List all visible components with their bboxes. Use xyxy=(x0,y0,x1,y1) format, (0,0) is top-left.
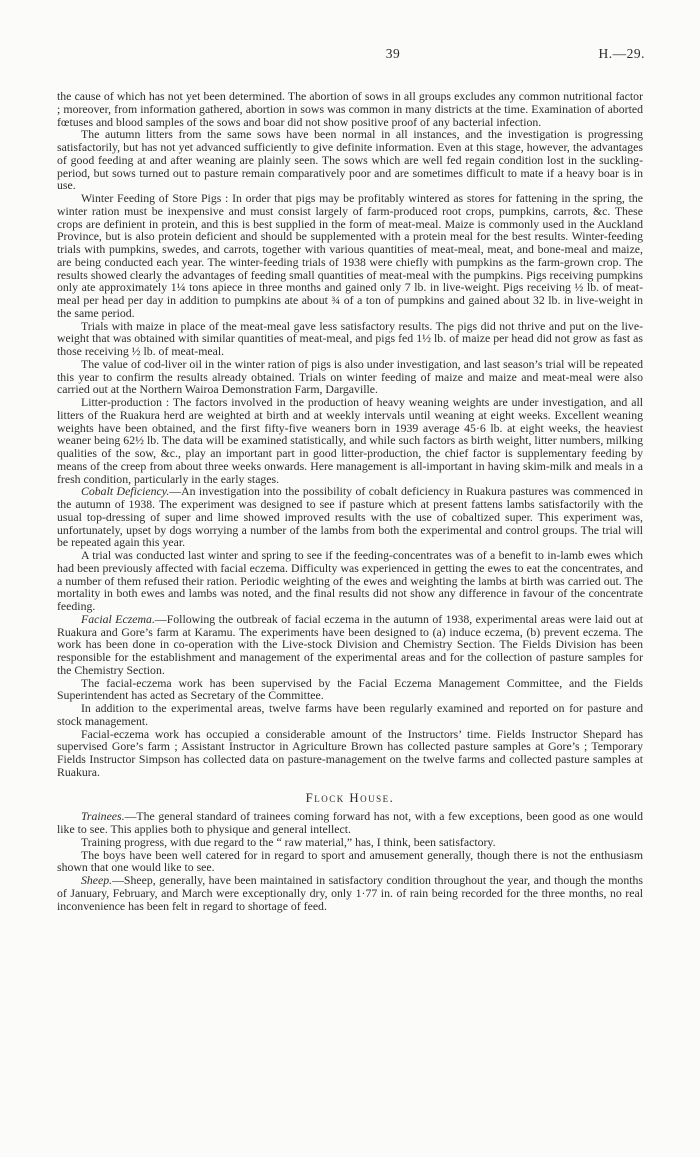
paragraph: A trial was conducted last winter and spring to see if the feeding-concentrates was of a benefit to in-lamb ewes which had been previously affected with facial eczema. Difficulty was experienced in getting the ewes to eat the concentrates, and a number of them refused their ration. Periodic weighting of the ewes and weighting the lambs at birth was carried out. The mortality in both ewes and lambs was noted, and the final results did not show any difference in favour of the concentrate feeding. xyxy=(57,548,643,613)
paragraph: Cobalt Deficiency.—An investigation into the possibility of cobalt deficiency in Ruakura pastures was commenced in the autumn of 1938. The experiment was designed to see if pasture which at present fattens lambs satisfactorily with the usual top-dressing of super and lime showed improved results with the use of cobaltized super. This experiment was, unfortunately, upset by dogs worrying a number of the lambs from both the experimental and control groups. The trial will be repeated again this year. xyxy=(57,484,644,550)
paragraph-lead-italic: Trainees. xyxy=(81,809,125,824)
document-body xyxy=(57,90,643,912)
section-heading: Flock House. xyxy=(305,790,395,805)
paragraph: Trainees.—The general standard of trainees coming forward has not, with a few exceptions, been good as one would like to see. This applies both to physique and general intellect. xyxy=(57,809,643,836)
document-reference: H.—29. xyxy=(598,46,645,61)
paragraph: The value of cod-liver oil in the winter ration of pigs is also under investigation, and last season’s trial will be repeated this year to confirm the results already obtained. Trials on winter feeding of maize and maize and meat-meal were also carried out at the Northern Wairoa Demonstration Farm, Dargaville. xyxy=(57,356,643,397)
paragraph: In addition to the experimental areas, twelve farms have been regularly examined and reported on for pasture and stock management. xyxy=(57,701,643,728)
page-number: 39 xyxy=(385,46,401,61)
paragraph: The autumn litters from the same sows have been normal in all instances, and the investigation is progressing satisfactorily, but has not yet advanced sufficiently to give definite information. Even at this stage, however, the advantages of good feeding at and after weaning are plainly seen. The sows which are well fed regain condition lost in the suckling-period, but sows turned out to pasture remain comparatively poor and are sometimes difficult to mate if a heavy boar is in use. xyxy=(57,127,643,193)
paragraph: Trials with maize in place of the meat-meal gave less satisfactory results. The pigs did not thrive and put on the live-weight that was obtained with similar quantities of meat-meal, and pigs fed 1½ lb. of maize per head did not grow as fast as those receiving ½ lb. of meat-meal. xyxy=(57,318,643,358)
paragraph-lead-italic: Cobalt Deficiency. xyxy=(81,484,170,499)
paragraph: The boys have been well catered for in regard to sport and amusement generally, though there is not the enthusiasm shown that one would like to see. xyxy=(57,847,643,875)
paragraph: Facial-eczema work has occupied a considerable amount of the Instructors’ time. Fields Instructor Shepard has supervised Gore’s farm ; Assistant Instructor in Agriculture Brown has collected pasture samples at Gore’s ; Temporary Fields Instructor Simpson has collected data on pasture-management on the twelve farms and collected pasture samples at Ruakura. xyxy=(57,726,643,779)
paragraph: Litter-production : The factors involved in the production of heavy weaning weights are under investigation, and all litters of the Ruakura herd are weighted at birth and at weekly intervals until weaning at eight weeks. Excellent weaning weights have been obtained, and the first fifty-five weaners born in 1939 average 45·6 lb. at eight weeks, the heaviest weaner being 62½ lb. The data will be examined statistically, and while such factors as birth weight, litter numbers, milking qualities of the sow, &c., play an important part in good litter-production, the chief factor is supplementary feeding by means of the creep from about three weeks onwards. Here management is all-important in having skim-milk and meals in a fresh condition, particularly in the early stages. xyxy=(57,395,643,486)
paragraph: Sheep.—Sheep, generally, have been maintained in satisfactory condition throughout the year, and though the months of January, February, and March were exceptionally dry, only 1·77 in. of rain being recorded for the three months, no real inconvenience has been felt in regard to shortage of feed. xyxy=(57,873,643,913)
paragraph-lead-italic: Facial Eczema. xyxy=(81,611,155,626)
paragraph: the cause of which has not yet been determined. The abortion of sows in all groups excludes any common nutritional factor ; moreover, from information gathered, abortion in sows was common in many districts at the time. Examination of aborted fœtuses and blood samples of the sows and boar did not show positive proof of any bacterial infection. xyxy=(57,89,643,129)
paragraph: Training progress, with due regard to the “ raw material,” has, I think, been satisfactory. xyxy=(81,834,496,849)
paragraph: Winter Feeding of Store Pigs : In order that pigs may be profitably wintered as stores for fattening in the spring, the winter ration must be inexpensive and must consist largely of farm-produced root crops, pumpkins, carrots, &c. These crops are definient in protein, and this is best supplied in the form of meat-meal. Maize is commonly used in the Auckland Province, but is also protein deficient and should be supplemented with a protein meal for the best results. Winter-feeding trials with pumpkins, swedes, and carrots, together with various quantities of meat-meal, meat, and bone-meal and maize, are being conducted each year. The winter-feeding trials of 1938 were chiefly with pumpkins as the farm-grown crop. The results showed clearly the advantages of feeding small quantities of meat-meal with the pumpkins. Pigs receiving pumpkins only ate approximately 1¼ tons apiece in three months and gained only 7 lb. in live-weight. Pigs receiving ½ lb. of meat-meal per head per day in addition to pumpkins ate about ¾ of a ton of pumpkins and gained about 32 lb. in live-weight in the same period. xyxy=(57,191,643,320)
paragraph: The facial-eczema work has been supervised by the Facial Eczema Management Committee, and the Fields Superintendent has acted as Secretary of the Committee. xyxy=(57,675,643,703)
paragraph-lead-italic: Sheep. xyxy=(81,873,113,887)
paragraph: Facial Eczema.—Following the outbreak of facial eczema in the autumn of 1938, experimental areas were laid out at Ruakura and Gore’s farm at Karamu. The experiments have been designed to (a) induce eczema, (b) prevent eczema. The work has been done in co-operation with the Live-stock Division and Chemistry Section. The Fields Division has been responsible for the establishment and management of the experimental areas and for the collection of pasture samples for the Chemistry Section. xyxy=(57,611,643,677)
